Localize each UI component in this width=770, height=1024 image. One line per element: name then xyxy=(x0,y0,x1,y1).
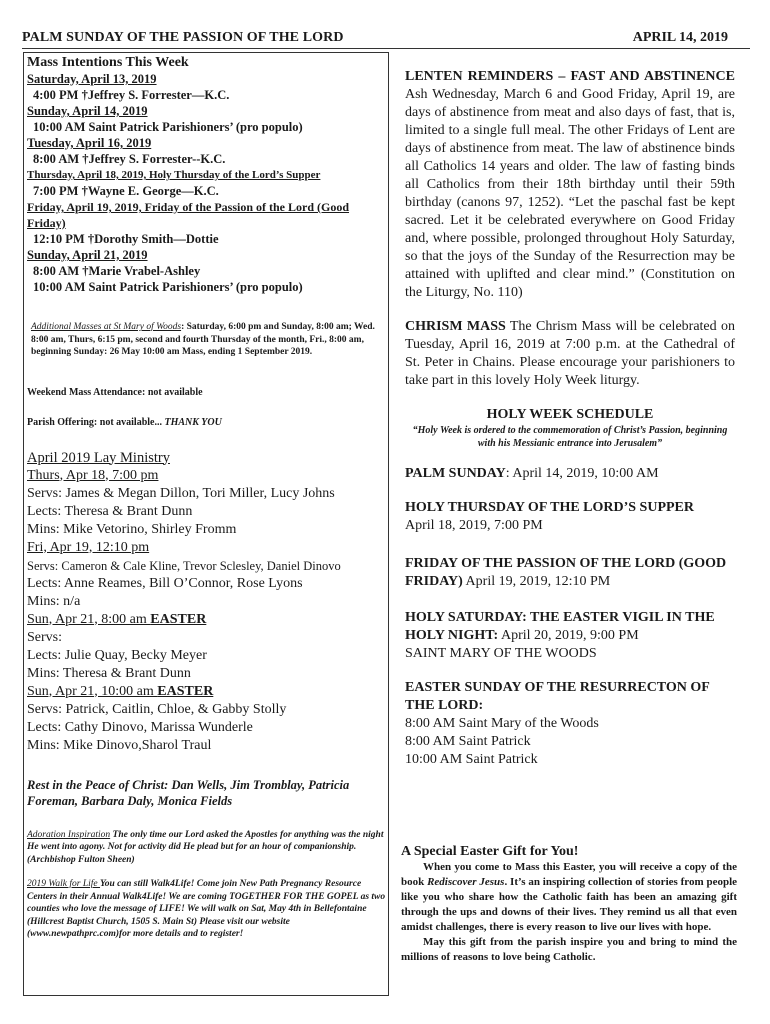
intention-mass: 10:00 AM Saint Patrick Parishioners’ (pro populo) xyxy=(33,280,303,294)
intention-day: Sunday, April 21, 2019 xyxy=(27,248,148,262)
intention-day: Sunday, April 14, 2019 xyxy=(27,104,148,118)
ministry-line: Servs: xyxy=(27,629,62,645)
ministry-line: Servs: Cameron & Cale Kline, Trevor Sclesley, Daniel Dinovo xyxy=(27,558,341,573)
schedule-item xyxy=(405,679,735,769)
additional-masses-text: : Saturday, 6:00 pm and Sunday, 8:00 am; Wed. 8:00 am, Thurs, 6:15 pm, second and fourth Thursday of the month, Fri., 8:00 am, beginning Sunday: 26 May 10:00 am Mass, ending 1 September 2019. xyxy=(31,322,375,357)
lay-ministry xyxy=(27,449,387,755)
lenten-text: Ash Wednesday, March 6 and Good Friday, April 19, are days of abstinence from meat and also days of fast, that is, limited to a single full meal. The other Fridays of Lent are days of abstinence from meat. The law of abstinence binds all Catholics 14 years and older. The law of fasting binds all Catholics from their 18th birthday until their 59th birthday (canons 97, 1252). “Let the paschal fast be kept sacred. Let it be celebrated everywhere on Good Friday and, where possible, prolonged throughout Holy Saturday, so that the joys of the Sunday of the Resurrection may be attained with uplifted and clear mind.” (Constitution on the Liturgy, No. 110) xyxy=(405,87,735,300)
book-title: Rediscover Jesus xyxy=(427,876,505,888)
schedule-detail: April 18, 2019, 7:00 PM xyxy=(405,518,543,533)
ministry-line: Lects: Anne Reames, Bill O’Connor, Rose Lyons xyxy=(27,575,303,591)
ministry-line: Lects: Julie Quay, Becky Meyer xyxy=(27,647,207,663)
bulletin-title: PALM SUNDAY OF THE PASSION OF THE LORD xyxy=(22,30,344,45)
schedule-heading: FRIDAY OF THE PASSION OF THE LORD (GOOD FRIDAY) xyxy=(405,556,727,589)
ministry-date: Sun, Apr 21, 8:00 am EASTER xyxy=(27,611,207,627)
bulletin-date: APRIL 14, 2019 xyxy=(632,30,728,45)
ministry-line: Servs: Patrick, Caitlin, Chloe, & Gabby Stolly xyxy=(27,701,287,717)
intention-mass: 8:00 AM †Marie Vrabel-Ashley xyxy=(33,264,201,278)
intention-day: Tuesday, April 16, 2019 xyxy=(27,136,152,150)
schedule-detail: 10:00 AM Saint Patrick xyxy=(405,752,538,767)
holy-week-subtitle: “Holy Week is ordered to the commemoration of Christ’s Passion, beginning with his Messianic entrance into Jerusalem” xyxy=(412,425,728,449)
holy-week-title: HOLY WEEK SCHEDULE xyxy=(486,407,654,422)
intention-day: Thursday, April 18, 2019, Holy Thursday of the Lord’s Supper xyxy=(27,169,321,181)
easter-label: EASTER xyxy=(157,683,214,699)
ministry-line: Servs: James & Megan Dillon, Tori Miller, Lucy Johns xyxy=(27,485,335,501)
offering-text: Parish Offering: not available... xyxy=(27,416,165,428)
schedule-detail: : April 14, 2019, 10:00 AM xyxy=(505,466,659,481)
schedule-detail: SAINT MARY OF THE WOODS xyxy=(405,646,597,661)
intention-mass: 12:10 PM †Dorothy Smith—Dottie xyxy=(33,232,219,246)
holy-week-schedule xyxy=(405,406,735,769)
mass-intentions xyxy=(27,54,387,295)
lay-ministry-title: April 2019 Lay Ministry xyxy=(27,449,170,466)
schedule-heading: PALM SUNDAY xyxy=(405,466,506,481)
adoration-text: The only time our Lord asked the Apostles for anything was the night He went into agony. Not for activity did He plead but for an hour of companionship. (Archbishop Fulton Sheen) xyxy=(27,829,384,865)
additional-masses-label: Additional Masses at St Mary of Woods xyxy=(31,322,182,332)
ministry-line: Lects: Theresa & Brant Dunn xyxy=(27,503,193,519)
easter-gift-title: A Special Easter Gift for You! xyxy=(401,844,579,859)
lenten-heading: LENTEN REMINDERS – FAST AND ABSTINENCE xyxy=(405,69,735,84)
ministry-date: Fri, Apr 19, 12:10 pm xyxy=(27,539,150,555)
easter-gift-paragraph: When you come to Mass this Easter, you will receive a copy of the book Rediscover Jesus. It’s an inspiring collection of stories from people like you who share how the Catholic faith has been an amazing gift through the ups and downs of their lives. They remind us all that even amidst challenges, there is every reason to live our lives with hope. xyxy=(401,861,738,933)
ministry-line: Mins: Mike Dinovo,Sharol Traul xyxy=(27,737,212,753)
ministry-line: Mins: n/a xyxy=(27,593,81,609)
ministry-line: Mins: Mike Vetorino, Shirley Fromm xyxy=(27,521,237,537)
schedule-item xyxy=(405,609,735,663)
schedule-heading: HOLY THURSDAY OF THE LORD’S SUPPER xyxy=(405,500,695,515)
ministry-line: Lects: Cathy Dinovo, Marissa Wunderle xyxy=(27,719,253,735)
page-header xyxy=(22,30,750,50)
mass-attendance: Weekend Mass Attendance: not available xyxy=(27,386,203,398)
easter-gift-paragraph: May this gift from the parish inspire you and bring to mind the millions of reasons to love being Catholic. xyxy=(401,936,737,963)
right-column xyxy=(405,68,735,769)
schedule-item xyxy=(405,464,735,483)
offering-thanks: THANK YOU xyxy=(164,416,222,428)
intention-mass: 4:00 PM †Jeffrey S. Forrester—K.C. xyxy=(33,88,230,102)
lenten-reminders xyxy=(405,68,735,302)
additional-masses xyxy=(27,321,387,359)
ministry-date: Thurs, Apr 18, 7:00 pm xyxy=(27,467,159,483)
parish-offering xyxy=(27,415,387,431)
rest-in-peace: Rest in the Peace of Christ: Dan Wells, Jim Tromblay, Patricia Foreman, Barbara Daly, Monica Fields xyxy=(27,777,350,808)
schedule-detail: April 20, 2019, 9:00 PM xyxy=(498,628,639,643)
intention-day: Saturday, April 13, 2019 xyxy=(27,72,157,86)
walk-text: You can still Walk4Life! Come join New Path Pregnancy Resource Centers in their Annual Walk4Life! We are coming TOGETHER FOR THE GOPEL as two counties who love the message of LIFE! We will walk on Sat, May 4th in Bellefontaine (Hillcrest Baptist Church, 1505 S. Main St) Please visit our website (www.newpathprc.com)for more details and to register! xyxy=(27,879,386,939)
ministry-line: Mins: Theresa & Brant Dunn xyxy=(27,665,191,681)
easter-label: EASTER xyxy=(150,611,207,627)
schedule-detail: April 19, 2019, 12:10 PM xyxy=(462,574,611,589)
schedule-item xyxy=(405,499,735,535)
easter-gift xyxy=(401,843,737,965)
schedule-detail: 8:00 AM Saint Patrick xyxy=(405,734,531,749)
chrism-mass xyxy=(405,318,735,390)
mass-intentions-title: Mass Intentions This Week xyxy=(27,55,189,70)
walk-for-life xyxy=(27,878,387,941)
header-divider xyxy=(22,48,750,49)
schedule-heading: EASTER SUNDAY OF THE RESURRECTON OF THE LORD: xyxy=(405,680,710,713)
left-column xyxy=(27,54,387,941)
chrism-heading: CHRISM MASS xyxy=(405,319,506,334)
chrism-text: The Chrism Mass will be celebrated on Tuesday, April 16, 2019 at 7:00 p.m. at the Cathedral of St. Peter in Chains. Please encourage your parishioners to take part in this lovely Holy Week liturgy. xyxy=(405,319,735,388)
schedule-heading: HOLY SATURDAY: THE EASTER VIGIL IN THE HOLY NIGHT: xyxy=(405,610,715,643)
adoration-inspiration xyxy=(27,829,387,867)
intention-mass: 8:00 AM †Jeffrey S. Forrester--K.C. xyxy=(33,152,226,166)
ministry-date: Sun, Apr 21, 10:00 am EASTER xyxy=(27,683,214,699)
intention-mass: 10:00 AM Saint Patrick Parishioners’ (pro populo) xyxy=(33,120,303,134)
walk-label: 2019 Walk for Life xyxy=(27,879,101,889)
intention-mass: 7:00 PM †Wayne E. George—K.C. xyxy=(33,184,219,198)
adoration-label: Adoration Inspiration xyxy=(27,829,111,840)
schedule-detail: 8:00 AM Saint Mary of the Woods xyxy=(405,716,599,731)
schedule-item xyxy=(405,555,735,591)
intention-day: Friday, April 19, 2019, Friday of the Passion of the Lord (Good Friday) xyxy=(27,200,350,230)
